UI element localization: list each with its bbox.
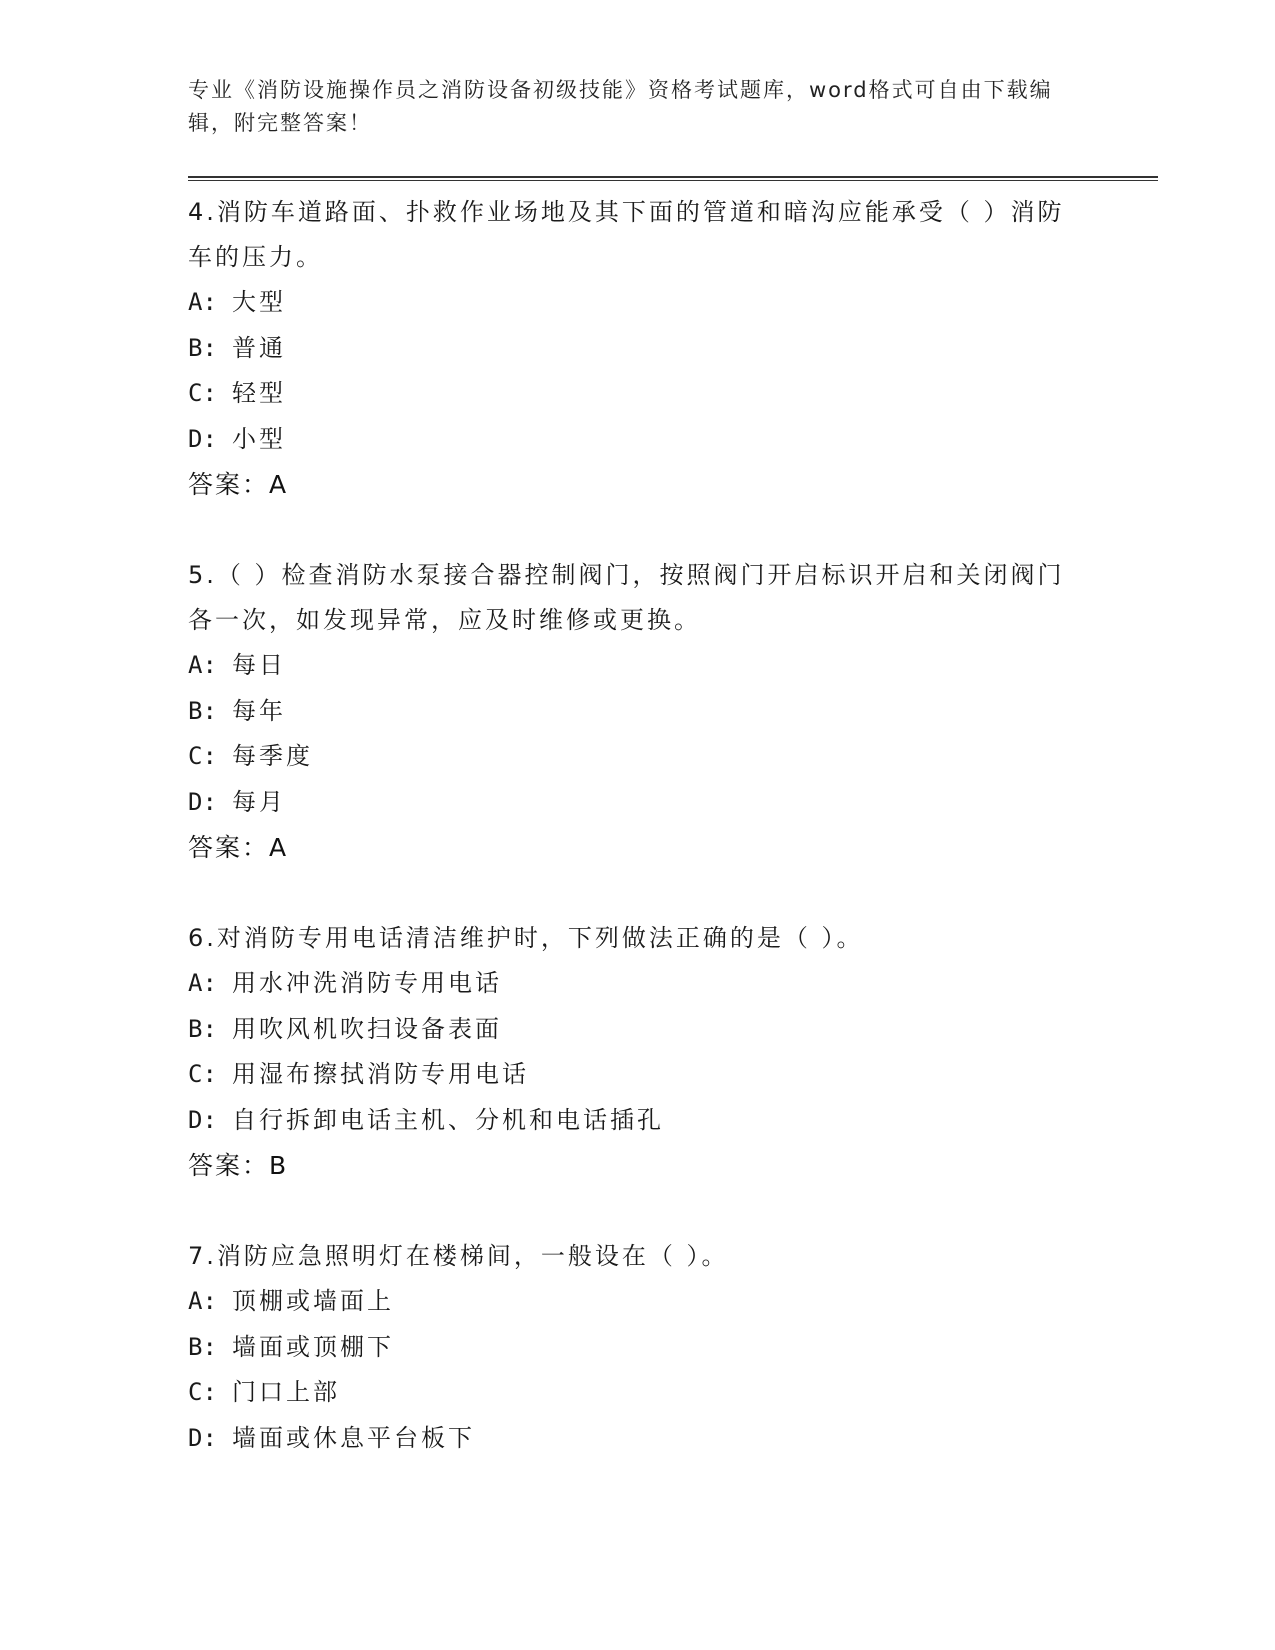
answer-line: [188, 825, 1068, 870]
option-a: [188, 961, 1068, 1007]
question-6: [188, 916, 1068, 1188]
option-text: 每季度: [232, 742, 313, 770]
option-d: [188, 1416, 1068, 1462]
option-d: [188, 417, 1068, 463]
answer-label: 答案：: [188, 833, 270, 862]
option-text: 每日: [232, 651, 286, 679]
option-text: 顶棚或墙面上: [232, 1287, 394, 1315]
answer-line: [188, 462, 1068, 507]
option-key: C:: [188, 1060, 217, 1088]
option-b: [188, 1007, 1068, 1053]
question-spacer: [188, 1188, 1068, 1234]
option-key: B:: [188, 1014, 217, 1043]
option-b: [188, 689, 1068, 735]
answer-label: 答案：: [188, 470, 270, 499]
option-key: B:: [188, 696, 217, 725]
option-d: [188, 780, 1068, 826]
question-stem: 7.消防应急照明灯在楼梯间，一般设在（ ）。: [188, 1242, 729, 1270]
option-text: 墙面或休息平台板下: [232, 1423, 475, 1452]
option-text: 每年: [232, 696, 286, 725]
option-text: 门口上部: [232, 1378, 340, 1406]
option-d: [188, 1098, 1068, 1144]
option-key: C:: [188, 1378, 217, 1406]
answer-line: [188, 1143, 1068, 1188]
answer-value: A: [269, 470, 289, 499]
option-a: [188, 1279, 1068, 1325]
option-key: D:: [188, 1105, 217, 1134]
question-7: [188, 1234, 1068, 1461]
option-b: [188, 326, 1068, 372]
answer-value: B: [269, 1151, 289, 1180]
option-c: [188, 1052, 1068, 1098]
option-text: 用吹风机吹扫设备表面: [232, 1014, 502, 1043]
option-key: A:: [188, 1287, 217, 1315]
option-b: [188, 1325, 1068, 1371]
option-a: [188, 643, 1068, 689]
option-key: A:: [188, 651, 217, 679]
option-text: 普通: [232, 333, 286, 362]
answer-label: 答案：: [188, 1151, 270, 1180]
question-stem: 5.（ ）检查消防水泵接合器控制阀门，按照阀门开启标识开启和关闭阀门各一次，如发现异常，应及时维修或更换。: [188, 561, 1065, 634]
option-text: 自行拆卸电话主机、分机和电话插孔: [232, 1105, 664, 1134]
option-key: A:: [188, 288, 217, 316]
option-c: [188, 1370, 1068, 1416]
question-5: [188, 553, 1068, 870]
option-key: B:: [188, 1332, 217, 1361]
answer-value: A: [269, 833, 289, 862]
option-key: B:: [188, 333, 217, 362]
option-text: 用湿布擦拭消防专用电话: [232, 1060, 529, 1088]
question-spacer: [188, 870, 1068, 916]
option-key: D:: [188, 424, 217, 453]
option-key: D:: [188, 1423, 217, 1452]
document-page: [188, 0, 1158, 1650]
page-header: 专业《消防设施操作员之消防设备初级技能》资格考试题库，word格式可自由下载编辑，附完整答案！: [188, 78, 1053, 135]
option-key: A:: [188, 969, 217, 997]
option-text: 用水冲洗消防专用电话: [232, 969, 502, 997]
option-text: 每月: [232, 787, 286, 816]
question-4: [188, 190, 1068, 507]
header-divider: [188, 176, 1158, 181]
option-text: 墙面或顶棚下: [232, 1332, 394, 1361]
option-a: [188, 280, 1068, 326]
question-stem: 4.消防车道路面、扑救作业场地及其下面的管道和暗沟应能承受（ ）消防车的压力。: [188, 198, 1065, 271]
option-key: D:: [188, 787, 217, 816]
option-c: [188, 734, 1068, 780]
option-text: 大型: [232, 288, 286, 316]
option-text: 小型: [232, 424, 286, 453]
question-spacer: [188, 507, 1068, 553]
option-text: 轻型: [232, 379, 286, 407]
question-list: [188, 190, 1068, 1461]
option-c: [188, 371, 1068, 417]
question-stem: 6.对消防专用电话清洁维护时，下列做法正确的是（ ）。: [188, 924, 864, 952]
option-key: C:: [188, 379, 217, 407]
option-key: C:: [188, 742, 217, 770]
